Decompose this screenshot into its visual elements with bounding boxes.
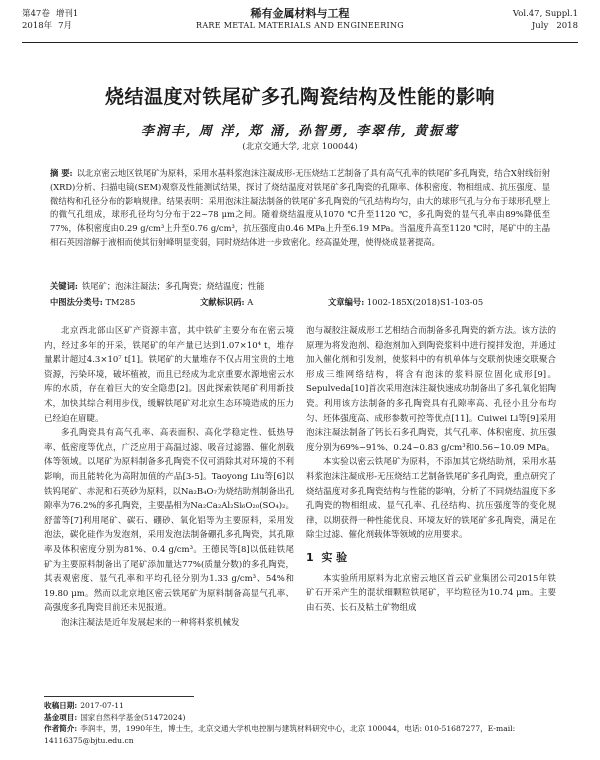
body-paragraph: 本实验所用原料为北京密云地区首云矿业集团公司2015年铁矿石开采产生的混状细颗粒铁尾矿，平均粒径为10.74 μm。主要由石英、长石及粘土矿物组成 — [306, 573, 556, 613]
fund-label: 基金项目: — [44, 712, 78, 722]
body-paragraph: 北京西北部山区矿产资源丰富，其中铁矿主要分布在密云境内，经过多年的开采，铁尾矿的年产量已达到1.07×10⁴ t，堆存量累计超过4.3×10⁷ t[1]。铁尾矿的大量堆存不仅占用宝贵的土地资源，污染环境，破坏植被，而且已经成为北京重要水源地密云水库的水质，存在着巨大的安全隐患[2]。因此探索铁尾矿利用新技术，加快其综合利用步伐，缓解铁尾矿对北京生态环境造成的压力已经迫在眉睫。 — [44, 326, 294, 424]
header-month: 7月 — [58, 21, 73, 31]
body-paragraph: 多孔陶瓷具有高气孔率、高表面积、高化学稳定性、低热导率、低密度等优点，广泛应用于高温过滤、吸音过滤器、催化剂载体等领域。以尾矿为原料制备多孔陶瓷不仅可消除其对环境的不利影响，而且能转化为高附加值的产品[3-5]。Taoyong Liu等[6]以铁钨尾矿、赤泥和石英砂为原料，以Na₂B₄O₇为烧结助剂制备出孔隙率为76.2%的多孔陶瓷，主要晶相为Na₂Ca₂Al₂Si₆O₂₀(SO₄)₂。舒蕾等[7]利用尾矿、碳石、硼砂、氧化铝等为主要原料，采用发泡法，碳化硅作为发泡剂，采用发泡法制备硼孔多孔陶瓷，其孔隙率及体积密度分别为81%、0.4 g/cm³。王德民等[8]以低硅铁尾矿为主要原料制备出了尾矿添加量达77%(质量分数)的多孔陶瓷，其表观密度、显气孔率和平均孔径分别为1.33 g/cm³、54%和19.80 μm。然而以北京地区密云铁尾矿为原料制备高显气孔率、高强度多孔陶瓷目前还未见报道。 — [44, 428, 294, 614]
header-year: 2018年 — [22, 21, 53, 31]
header-year-en: 2018 — [556, 21, 578, 31]
keywords — [50, 280, 550, 293]
journal-name — [172, 8, 428, 32]
section-title: 实 验 — [321, 550, 348, 564]
received-label: 收稿日期: — [44, 701, 78, 710]
abstract-text: 以北京密云地区铁尾矿为原料，采用水基料浆泡沫注凝成形-无压烧结工艺制备了具有高气孔率的铁尾矿多孔陶瓷，结合X射线衍射(XRD)分析、扫描电镜(SEM)观察及性能测试结果，探讨了烧结温度对铁尾矿多孔陶瓷的孔隙率、体积密度、物相组成、抗压强度、显微结构和孔径分布的影响规律。结果表明：采用泡沫注凝法制备的铁尾矿多孔陶瓷的气孔结构均匀，由大的球形气孔与分布于球形孔壁上的微气孔组成，球形孔径均匀分布于22~78 μm之间。随着烧结温度从1070 ℃升至1120 ℃，多孔陶瓷的显气孔率由89%降低至77%，体积密度由0.29 g/cm³上升至0.76 g/cm³，抗压强度由0.46 MPa上升至6.19 MPa。当温度升高至1120 ℃时，尾矿中的主晶相石英因溶解于液相而使其衍射峰明显变弱，同时烧结体进一步致密化。经高温处理，使得烧成显著提高。 — [50, 168, 551, 247]
body-paragraph: 泡与凝胶注凝成形工艺相结合而制备多孔陶瓷的新方法。该方法的原理为将发泡剂、稳泡剂加入到陶瓷浆料中进行搅拌发泡，并通过加入催化剂和引发剂，使浆料中的有机单体与交联剂快速交联聚合形成三维网络结构，将含有泡沫的浆料原位固化成形[9]。Sepulveda[10]首次采用泡沫注凝快速成功制备出了多孔氧化铝陶瓷。利用该方法制备的多孔陶瓷具有孔隙率高、孔径小且分布均匀、坯体强度高、成形参数可控等优点[11]。Cuiwei Li等[9]采用泡沫注凝法制备了钙长石多孔陶瓷，其气孔率、体积密度、抗压强度分别为69%~91%、0.24~0.83 g/cm³和0.56~10.09 MPa。 — [306, 326, 556, 453]
body-paragraph: 泡沫注凝法是近年发展起来的一种将料浆机械发 — [61, 617, 240, 628]
fund-info: 国家自然科学基金(51472024) — [80, 712, 186, 722]
received-date: 2017-07-11 — [80, 701, 124, 710]
document-code: 文献标识码: A — [200, 297, 254, 307]
abstract-label: 摘 要: — [50, 168, 73, 178]
article-authors: 李润丰, 周 洋, 郑 涌, 孙智勇, 李翠伟, 黄振莺 — [140, 124, 460, 139]
article-number: 文章编号: 1002-185X(2018)S1-103-05 — [328, 297, 484, 307]
keywords-label: 关键词: — [50, 281, 78, 291]
section-number: 1 — [306, 550, 314, 564]
footnote-divider — [44, 696, 194, 697]
article-title: 烧结温度对铁尾矿多孔陶瓷结构及性能的影响 — [104, 86, 495, 108]
clc-number: 中图法分类号: TM285 — [50, 297, 136, 307]
author-affiliation: (北京交通大学, 北京 100044) — [242, 142, 358, 152]
header-supplement: 增刊1 — [55, 9, 79, 19]
header-divider — [22, 42, 578, 43]
section-heading — [306, 551, 556, 566]
header-month-en: July — [531, 21, 549, 31]
body-paragraph: 本实验以密云铁尾矿为原料，不添加其它烧结助剂，采用水基料浆泡沫注凝成形-无压烧结工艺制备铁尾矿多孔陶瓷，重点研究了烧结温度对多孔陶瓷结构与性能的影响，分析了不同烧结温度下多孔陶瓷的物相组成、显气孔率、孔径结构、抗压强度等的变化规律，以期获得一种性能优良、环境友好的铁尾矿多孔陶瓷，满足在除尘过滤、催化剂载体等领域的应用要求。 — [306, 457, 556, 541]
journal-name-cn: 稀有金属材料与工程 — [250, 7, 350, 20]
running-header — [22, 6, 578, 42]
header-volume-info-en — [428, 8, 578, 32]
author-bio: 李润丰，男，1990年生，博士生，北京交通大学机电控制与建筑材料研究中心，北京 100044，电话: 010-51687277，E-mail: 14116375@bjtu.edu.cn — [44, 724, 516, 745]
journal-name-en: RARE METAL MATERIALS AND ENGINEERING — [196, 21, 404, 30]
header-volume-en: Vol.47, Suppl.1 — [512, 9, 578, 19]
abstract — [50, 167, 550, 250]
keywords-text: 铁尾矿；泡沫注凝法；多孔陶瓷；烧结温度；性能 — [81, 281, 265, 291]
footnote — [44, 700, 578, 746]
bio-label: 作者简介: — [44, 724, 78, 733]
header-volume: 第47卷 — [22, 9, 50, 19]
header-volume-info — [22, 8, 172, 32]
body-column-left — [44, 324, 294, 630]
body-column-right — [306, 324, 556, 615]
